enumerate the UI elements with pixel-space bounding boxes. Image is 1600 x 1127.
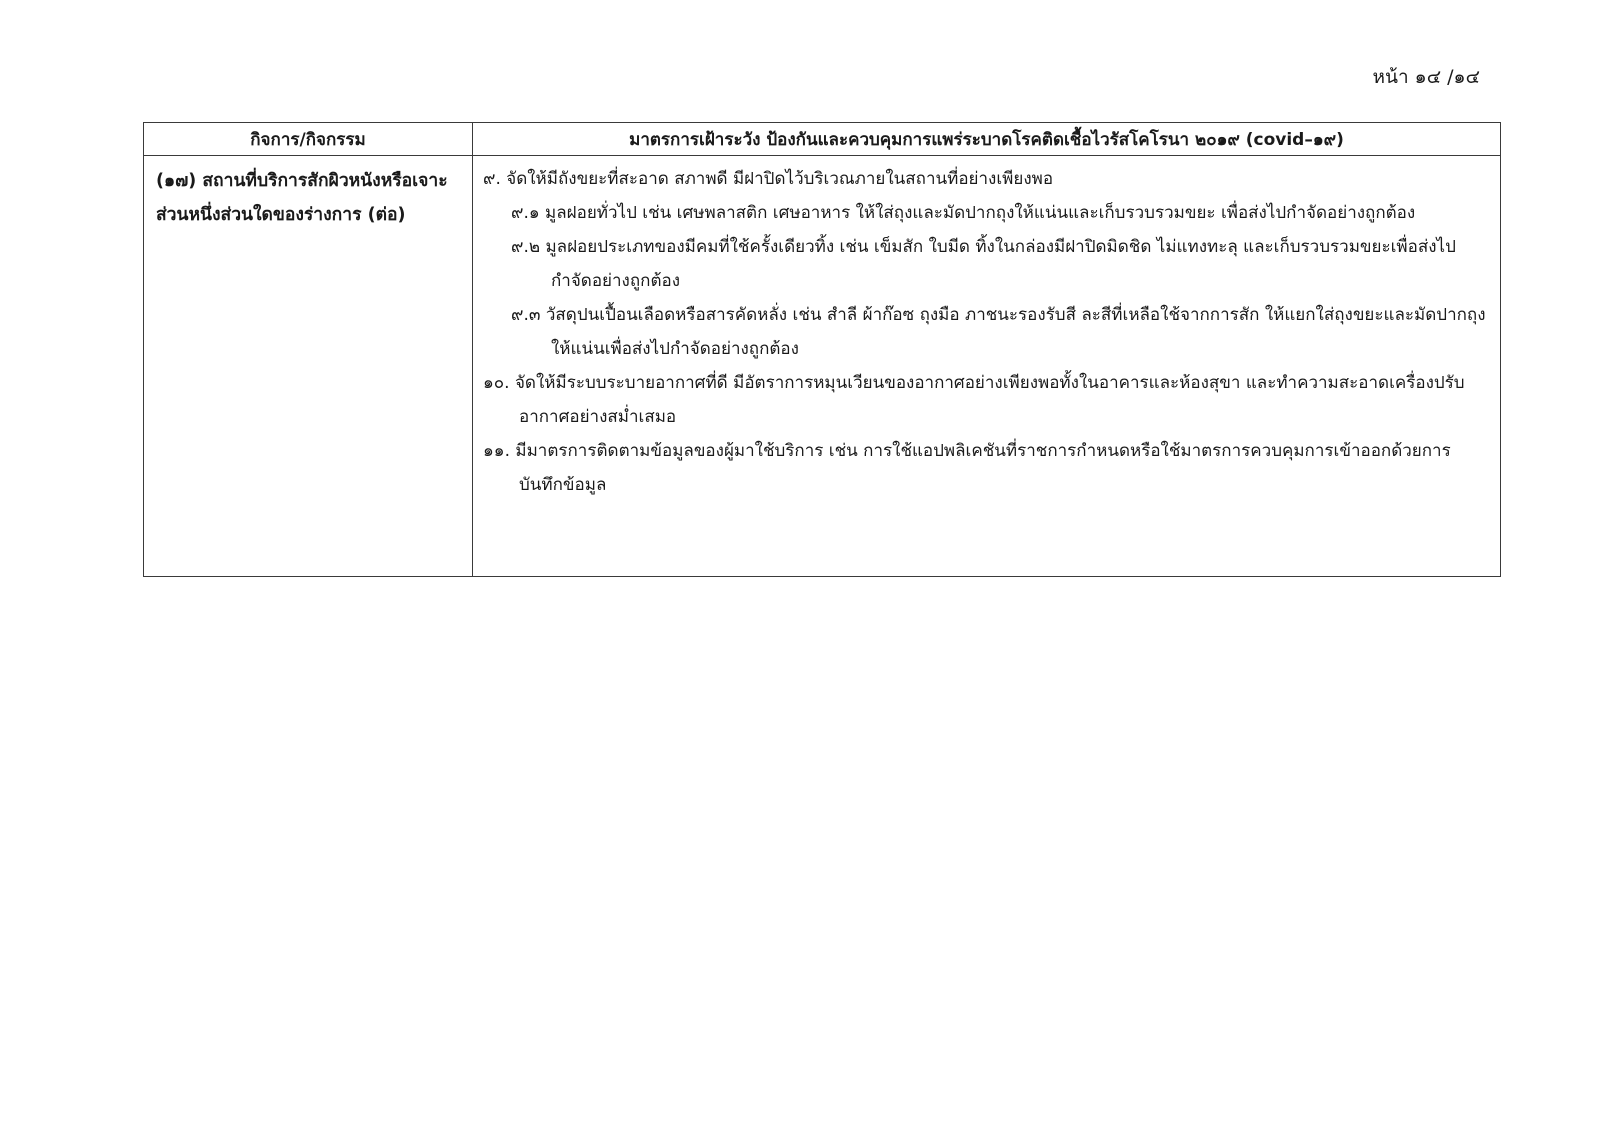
measure-item-9: ๙. จัดให้มีถังขยะที่สะอาด สภาพดี มีฝาปิดไว้บริเวณภายในสถานที่อย่างเพียงพอ (483, 169, 1054, 189)
activity-cell: (๑๗) สถานที่บริการสักผิวหนังหรือเจาะส่วนหนึ่งส่วนใดของร่างการ (ต่อ) (144, 156, 473, 577)
measures-column-header: มาตรการเฝ้าระวัง ป้องกันและควบคุมการแพร่ระบาดโรคติดเชื้อไวรัสโคโรนา ๒๐๑๙ (covid–๑๙) (473, 123, 1501, 156)
measure-item-9-2: ๙.๒ มูลฝอยประเภทของมีคมที่ใช้ครั้งเดียวทิ้ง เช่น เข็มสัก ใบมีด ทิ้งในกล่องมีฝาปิดมิดชิด ไม่แทงทะลุ และเก็บรวบรวมขยะเพื่อส่งไปกำจัดอย่างถูกต้อง (511, 237, 1456, 291)
table-header-row (144, 123, 1501, 156)
measures-cell (473, 156, 1501, 577)
measure-item-11: ๑๑. มีมาตรการติดตามข้อมูลของผู้มาใช้บริการ เช่น การใช้แอปพลิเคชันที่ราชการกำหนดหรือใช้มาตรการควบคุมการเข้าออกด้วยการบันทึกข้อมูล (483, 441, 1451, 495)
table-row (144, 156, 1501, 577)
activity-column-header: กิจการ/กิจกรรม (144, 123, 473, 156)
measures-table (143, 122, 1501, 577)
measure-item-10: ๑๐. จัดให้มีระบบระบายอากาศที่ดี มีอัตราการหมุนเวียนของอากาศอย่างเพียงพอทั้งในอาคารและห้องสุขา และทำความสะอาดเครื่องปรับอากาศอย่างสม่ำเสมอ (483, 373, 1465, 427)
measure-item-9-3: ๙.๓ วัสดุปนเปื้อนเลือดหรือสารคัดหลั่ง เช่น สำลี ผ้าก๊อซ ถุงมือ ภาชนะรองรับสี ละสีที่เหลือใช้จากการสัก ให้แยกใส่ถุงขยะและมัดปากถุงให้แน่นเพื่อส่งไปกำจัดอย่างถูกต้อง (511, 305, 1486, 359)
measure-item-9-1: ๙.๑ มูลฝอยทั่วไป เช่น เศษพลาสติก เศษอาหาร ให้ใส่ถุงและมัดปากถุงให้แน่นและเก็บรวบรวมขยะ เพื่อส่งไปกำจัดอย่างถูกต้อง (511, 203, 1416, 223)
page-number: หน้า ๑๔ /๑๔ (1372, 66, 1480, 88)
